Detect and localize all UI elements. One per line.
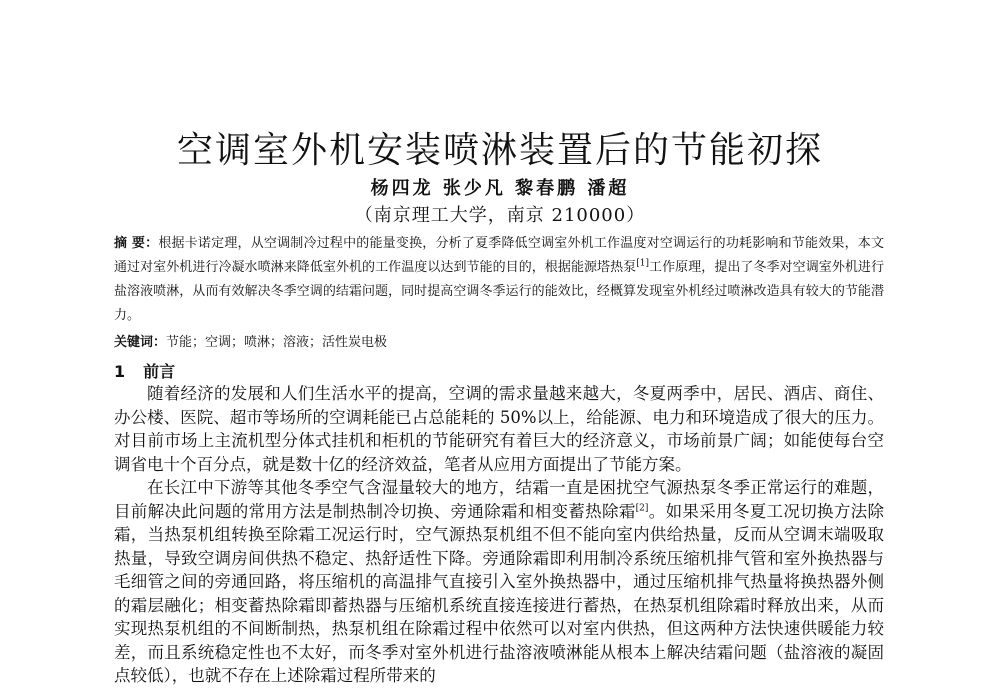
paper-title: 空调室外机安装喷淋装置后的节能初探 xyxy=(176,130,823,171)
section-heading xyxy=(114,359,175,382)
section-title: 前言 xyxy=(143,362,176,381)
citation-ref-2: [2] xyxy=(635,503,649,513)
abstract xyxy=(114,232,884,328)
abstract-text-part2: 工作原理，提出了冬季对空调室外机进行盐溶液喷淋，从而有效解决冬季空调的结霜问题，同时提高空调冬季运行的能效比，经概算发现室外机经过喷淋改造具有较大的节能潜力。 xyxy=(114,260,884,323)
body-text xyxy=(114,382,884,688)
keywords xyxy=(114,333,884,353)
keywords-text: 节能；空调；喷淋；溶液；活性炭电极 xyxy=(166,335,388,350)
paragraph-1: 随着经济的发展和人们生活水平的提高，空调的需求量越来越大，冬夏两季中，居民、酒店、商住、办公楼、医院、超市等场所的空调耗能已占总能耗的 50%以上，给能源、电力和环境造成了很大的压力。对目前市场上主流机型分体式挂机和柜机的节能研究有着巨大的经济意义，市场前景广阔；如能使每台空调省电十个百分点，就是数十亿的经济效益，笔者从应用方面提出了节能方案。 xyxy=(114,384,884,474)
paragraph-2-part1: 在长江中下游等其他冬季空气含湿量较大的地方，结霜一直是困扰空气源热泵冬季正常运行的难题，目前解决此问题的常用方法是制热制冷切换、旁通除霜和相变蓄热除霜 xyxy=(114,478,884,521)
author-list: 杨四龙 张少凡 黎春鹏 潘超 xyxy=(370,178,630,199)
paragraph-2 xyxy=(114,476,884,688)
paragraph-2-part2: 。如果采用冬夏工况切换方法除霜，当热泵机组转换至除霜工况运行时，空气源热泵机组不但不能向室内供给热量，反而从空调末端吸取热量，导致空调房间供热不稳定、热舒适性下降。旁通除霜即利用制冷系统压缩机排气管和室外换热器与毛细管之间的旁通回路，将压缩机的高温排气直接引入室外换热器中，通过压缩机排气热量将换热器外侧的霜层融化；相变蓄热除霜即蓄热器与压缩机系统直接连接进行蓄热，在热泵机组除霜时释放出来，从而实现热泵机组的不间断制热，热泵机组在除霜过程中依然可以对室内供热，但这两种方法快速供暖能力较差，而且系统稳定性也不太好，而冬季对室外机进行盐溶液喷淋能从根本上解决结霜问题（盐溶液的凝固点较低），也就不存在上述除霜过程所带来的 xyxy=(114,501,885,685)
section-number: 1 xyxy=(114,362,126,381)
abstract-text-part1: 根据卡诺定理，从空调制冷过程中的能量变换，分析了夏季降低空调室外机工作温度对空调运行的功耗影响和节能效果，本文通过对室外机进行冷凝水喷淋来降低室外机的工作温度以达到节能的目的，根据能源塔热泵 xyxy=(114,236,884,275)
keywords-label: 关键词： xyxy=(114,335,167,350)
abstract-label: 摘 要： xyxy=(114,236,159,251)
affiliation: （南京理工大学，南京 210000） xyxy=(354,205,646,226)
citation-ref-1: [1] xyxy=(636,258,649,269)
